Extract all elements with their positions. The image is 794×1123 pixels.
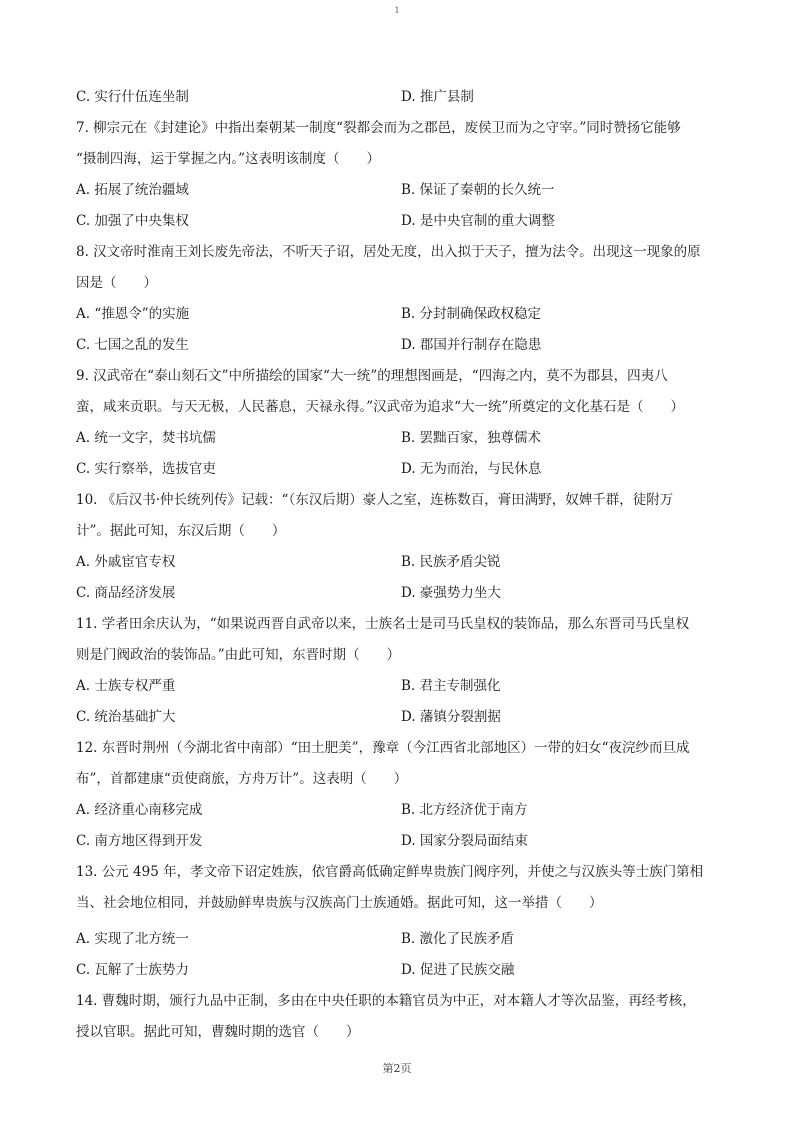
option-a: A. 统一文字，焚书坑儒 xyxy=(76,430,216,446)
q8-options-ab xyxy=(76,299,730,330)
option-b: B. 激化了民族矛盾 xyxy=(401,931,515,947)
question-8-stem-1: 8. 汉文帝时淮南王刘长废先帝法，不听天子诏，居处无度，出入拟于天子，擅为法令。出现这一现象的原 xyxy=(76,244,701,260)
q11-options-ab xyxy=(76,671,730,702)
question-7-stem-2: “摄制四海，运于掌握之内。”这表明该制度（ ） xyxy=(76,151,381,167)
question-10-stem-2: 计”。据此可知，东汉后期（ ） xyxy=(76,523,286,539)
option-d: D. 郡国并行制存在隐患 xyxy=(401,337,542,353)
q9-options-ab xyxy=(76,423,730,454)
question-11-stem-2: 则是门阀政治的装饰品。”由此可知，东晋时期（ ） xyxy=(76,647,401,663)
q13-options-cd xyxy=(76,955,730,986)
question-13-stem-1: 13. 公元 495 年，孝文帝下诏定姓族，依官爵高低确定鲜卑贵族门阀序列，并使之与汉族头等士族门第相 xyxy=(76,864,704,880)
option-a: A. 士族专权严重 xyxy=(76,678,176,694)
option-d: D. 推广县制 xyxy=(401,89,474,105)
option-d: D. 国家分裂局面结束 xyxy=(401,833,528,849)
option-a: A. “推恩令”的实施 xyxy=(76,306,190,322)
page-number: 第2页 xyxy=(382,1062,412,1075)
option-d: D. 是中央官制的重大调整 xyxy=(401,213,555,229)
option-b: B. 保证了秦朝的长久统一 xyxy=(401,182,555,198)
question-14-stem-2: 授以官职。据此可知，曹魏时期的选官（ ） xyxy=(76,1024,360,1040)
question-14-stem-1: 14. 曹魏时期，颁行九品中正制，多由在中央任职的本籍官员为中正，对本籍人才等次品鉴，再经考核， xyxy=(76,993,696,1009)
option-b: B. 民族矛盾尖锐 xyxy=(401,554,501,570)
option-c: C. 瓦解了士族势力 xyxy=(76,962,189,978)
option-a: A. 外戚宦官专权 xyxy=(76,554,176,570)
option-b: B. 分封制确保政权稳定 xyxy=(401,306,542,322)
option-a: A. 实现了北方统一 xyxy=(76,931,189,947)
question-13-stem-2: 当、社会地位相同，并鼓励鲜卑贵族与汉族高门士族通婚。据此可知，这一举措（ ） xyxy=(76,895,603,911)
option-c: C. 加强了中央集权 xyxy=(76,213,189,229)
q9-options-cd xyxy=(76,454,730,485)
question-9-stem-1: 9. 汉武帝在“泰山刻石文”中所描绘的国家“大一统”的理想图画是，“四海之内，莫不为郡县，四夷八 xyxy=(76,368,668,384)
option-b: B. 君主专制强化 xyxy=(401,678,501,694)
question-12-stem-1: 12. 东晋时荆州（今湖北省中南部）“田土肥美”，豫章（今江西省北部地区）一带的妇女“夜浣纱而旦成 xyxy=(76,740,690,756)
option-c: C. 南方地区得到开发 xyxy=(76,833,203,849)
question-8-stem-2: 因是（ ） xyxy=(76,275,157,291)
q8-options-cd xyxy=(76,330,730,361)
option-b: B. 罢黜百家，独尊儒术 xyxy=(401,430,542,446)
option-a: A. 拓展了统治疆域 xyxy=(76,182,189,198)
option-d: D. 无为而治，与民休息 xyxy=(401,461,542,477)
option-c: C. 七国之乱的发生 xyxy=(76,337,189,353)
q7-options-ab xyxy=(76,175,730,206)
q13-options-ab xyxy=(76,924,730,955)
q12-options-cd xyxy=(76,826,730,857)
q10-options-cd xyxy=(76,578,730,609)
question-7-stem-1: 7. 柳宗元在《封建论》中指出秦朝某一制度“裂都会而为之郡邑，废侯卫而为之守宰。”同时赞扬它能够 xyxy=(76,120,681,136)
q12-options-ab xyxy=(76,795,730,826)
q10-options-ab xyxy=(76,547,730,578)
option-c: C. 统治基础扩大 xyxy=(76,709,176,725)
question-9-stem-2: 蛮，咸来贡职。与天无极，人民蕃息，天禄永得。”汉武帝为追求“大一统”所奠定的文化基石是（ ） xyxy=(76,399,684,415)
q6-options-cd xyxy=(76,82,730,113)
option-d: D. 豪强势力坐大 xyxy=(401,585,501,601)
q11-options-cd xyxy=(76,702,730,733)
question-list xyxy=(76,82,730,1048)
option-b: B. 北方经济优于南方 xyxy=(401,802,528,818)
q7-options-cd xyxy=(76,206,730,237)
question-10-stem-1: 10. 《后汉书·仲长统列传》记载：“（东汉后期）豪人之室，连栋数百，膏田满野，奴婢千群，徒附万 xyxy=(76,492,674,508)
question-11-stem-1: 11. 学者田余庆认为，“如果说西晋自武帝以来，士族名士是司马氏皇权的装饰品，那么东晋司马氏皇权 xyxy=(76,616,690,632)
header-mark: 1 xyxy=(394,6,400,15)
option-d: D. 促进了民族交融 xyxy=(401,962,515,978)
option-c: C. 实行什伍连坐制 xyxy=(76,89,189,105)
option-c: C. 商品经济发展 xyxy=(76,585,176,601)
option-c: C. 实行察举，选拔官吏 xyxy=(76,461,216,477)
option-d: D. 藩镇分裂割据 xyxy=(401,709,501,725)
option-a: A. 经济重心南移完成 xyxy=(76,802,203,818)
question-12-stem-2: 布”，首都建康“贡使商旅，方舟万计”。这表明（ ） xyxy=(76,771,408,787)
